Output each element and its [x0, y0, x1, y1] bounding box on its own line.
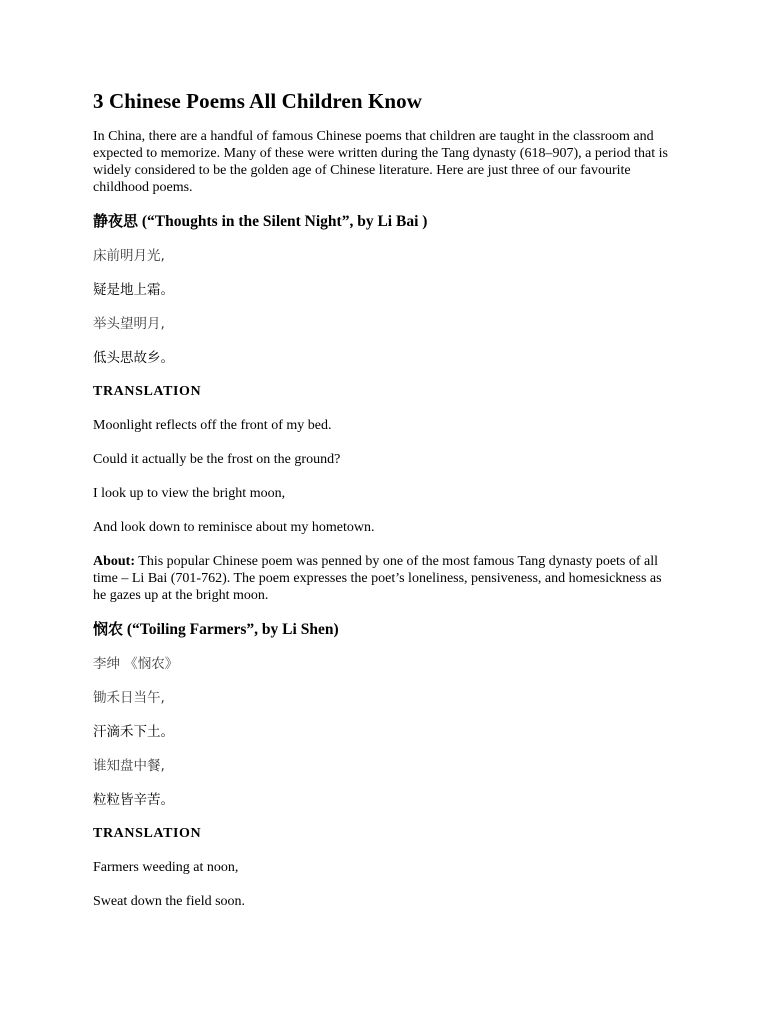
- poem-1-heading-en: (“Thoughts in the Silent Night”, by Li Bai ): [138, 213, 428, 230]
- poem-1-heading-cn: 静夜思: [93, 212, 139, 230]
- poem-2-heading-cn: 悯农: [93, 620, 124, 638]
- poem-1-line-4: 低头思故乡。: [93, 350, 174, 366]
- poem-1-line-2: 疑是地上霜。: [93, 282, 174, 298]
- poem-1-translation-line-4: And look down to reminisce about my hometown.: [93, 520, 375, 535]
- poem-1-heading: [93, 211, 678, 232]
- poem-2-translation-line-1: Farmers weeding at noon,: [93, 860, 239, 875]
- poem-2-line-1: 李绅 《悯农》: [93, 656, 179, 672]
- poem-2-translation-line-2: Sweat down the field soon.: [93, 894, 246, 909]
- poem-1-translation-line-3: I look up to view the bright moon,: [93, 486, 286, 501]
- poem-1-translation-line-2: Could it actually be the frost on the ground?: [93, 452, 341, 467]
- poem-2-translation-label: TRANSLATION: [93, 826, 202, 841]
- intro-paragraph: In China, there are a handful of famous Chinese poems that children are taught in the classroom and expected to memorize. Many of these were written during the Tang dynasty (618–907), a period that is widely considered to be the golden age of Chinese literature. Here are just three of our favourite childhood poems.: [93, 129, 668, 195]
- page-title: 3 Chinese Poems All Children Know: [93, 89, 423, 113]
- poem-2-line-2: 锄禾日当午,: [93, 690, 165, 706]
- document-page: [93, 88, 678, 927]
- poem-1-about: [93, 553, 678, 604]
- poem-1-line-3: 举头望明月,: [93, 316, 165, 332]
- poem-2-line-5: 粒粒皆辛苦。: [93, 792, 174, 808]
- poem-2-line-3: 汗滴禾下土。: [93, 724, 174, 740]
- poem-1-line-1: 床前明月光,: [93, 248, 165, 264]
- poem-1-translation-line-1: Moonlight reflects off the front of my bed.: [93, 418, 332, 433]
- poem-2-heading-en: (“Toiling Farmers”, by Li Shen): [123, 621, 339, 638]
- poem-2-heading: [93, 619, 678, 640]
- poem-1-about-label: About:: [93, 554, 136, 569]
- poem-1-about-text: This popular Chinese poem was penned by one of the most famous Tang dynasty poets of all time – Li Bai (701-762). The poem expresses the poet’s loneliness, pensiveness, and homesickness as he gazes up at the bright moon.: [93, 554, 662, 603]
- poem-1-translation-label: TRANSLATION: [93, 384, 202, 399]
- poem-2-line-4: 谁知盘中餐,: [93, 758, 165, 774]
